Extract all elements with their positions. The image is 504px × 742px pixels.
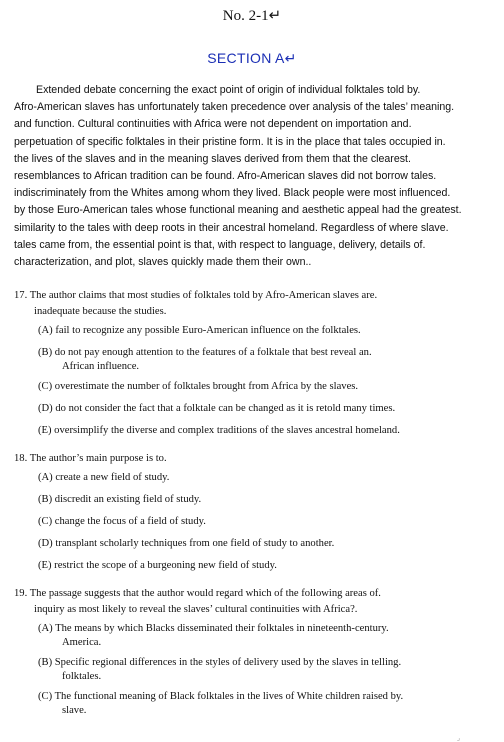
section-title: SECTION A↵ (207, 50, 297, 66)
passage-line: resemblances to African tradition can be found. Afro-American slaves did not borrow tales. (14, 169, 437, 182)
question-stem-line: 17. The author claims that most studies of folktales told by Afro-American slaves are. (14, 290, 378, 301)
passage-line: by those Euro-American tales whose functional meaning and aesthetic appeal had the greatest. (14, 204, 462, 217)
answer-option-continuation: African influence. (62, 361, 140, 372)
reading-passage (14, 82, 492, 271)
answer-option: (B) do not pay enough attention to the features of a folktale that best reveal an. (38, 347, 372, 358)
passage-line: the lives of the slaves and in the meaning slaves derived from them that the clearest. (14, 152, 411, 165)
answer-option-continuation: slave. (62, 705, 87, 716)
passage-line: characterization, and plot, slaves quickly made them their own.. (14, 255, 312, 268)
answer-option: (C) change the focus of a field of study. (38, 516, 206, 527)
question-stem-line: 18. The author’s main purpose is to. (14, 453, 167, 464)
answer-option: (D) do not consider the fact that a folktale can be changed as it is retold many times. (38, 403, 396, 414)
question-item (14, 451, 496, 577)
answer-option: (A) create a new field of study. (38, 472, 170, 483)
passage-line: indiscriminately from the Whites among whom they lived. Black people were most influenced. (14, 187, 451, 200)
question-list (14, 288, 496, 729)
question-item (14, 586, 496, 720)
answer-option: (B) Specific regional differences in the styles of delivery used by the slaves in telling. (38, 657, 402, 668)
answer-option: (A) fail to recognize any possible Euro-American influence on the folktales. (38, 325, 361, 336)
passage-line: Extended debate concerning the exact point of origin of individual folktales told by. (36, 84, 421, 96)
passage-line: and function. Cultural continuities with Africa were not dependent on importation and. (14, 118, 412, 131)
question-stem-line: 19. The passage suggests that the author would regard which of the following areas of. (14, 588, 381, 599)
answer-option: (B) discredit an existing field of study. (38, 494, 202, 505)
question-item (14, 288, 496, 442)
answer-option: (D) transplant scholarly techniques from one field of study to another. (38, 538, 335, 549)
passage-line: Afro-American slaves has unfortunately taken precedence over analysis of the tales’ meaning. (14, 101, 455, 114)
page-corner-mark: ⌟ (456, 735, 460, 742)
question-stem-line: inquiry as most likely to reveal the slaves’ cultural continuities with Africa?. (34, 604, 358, 615)
answer-option-continuation: America. (62, 637, 102, 648)
answer-option: (E) restrict the scope of a burgeoning new field of study. (38, 560, 277, 571)
passage-line: perpetuation of specific folktales in their pristine form. It is in the place that tales occupied in. (14, 135, 446, 148)
document-number: No. 2-1↵ (222, 8, 282, 24)
answer-option: (C) overestimate the number of folktales brought from Africa by the slaves. (38, 381, 359, 392)
answer-option: (C) The functional meaning of Black folktales in the lives of White children raised by. (38, 691, 404, 702)
answer-option: (A) The means by which Blacks disseminated their folktales in nineteenth-century. (38, 623, 389, 634)
answer-option: (E) oversimplify the diverse and complex traditions of the slaves ancestral homeland. (38, 425, 400, 436)
answer-option-continuation: folktales. (62, 671, 102, 682)
passage-line: tales came from, the essential point is that, with respect to language, delivery, details of. (14, 238, 426, 251)
passage-line: similarity to the tales with deep roots in their ancestral homeland. Regardless of where slave. (14, 221, 449, 234)
question-stem-line: inadequate because the studies. (34, 306, 167, 317)
